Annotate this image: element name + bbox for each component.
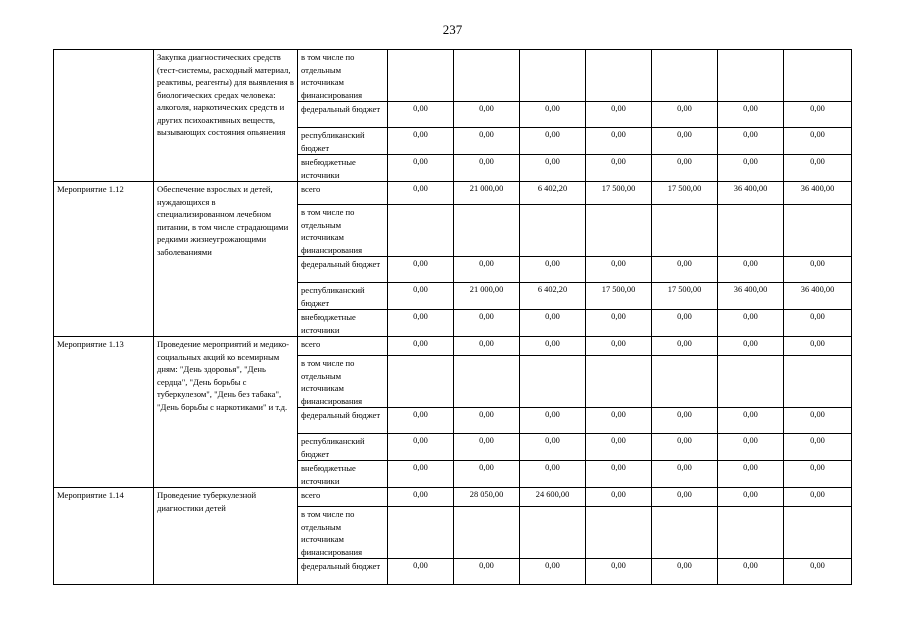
- amount-cell: [718, 205, 784, 257]
- amount-cell: 0,00: [454, 408, 520, 434]
- amount-cell: 0,00: [784, 102, 852, 128]
- funding-source: внебюджетные источники: [298, 461, 388, 488]
- amount-cell: [388, 356, 454, 408]
- amount-cell: 0,00: [520, 155, 586, 182]
- funding-source: в том числе по отдельным источникам финансирования: [298, 507, 388, 559]
- measure-code: Мероприятие 1.14: [54, 488, 154, 585]
- amount-cell: [586, 356, 652, 408]
- amount-cell: 0,00: [784, 128, 852, 155]
- amount-cell: [586, 205, 652, 257]
- amount-cell: 0,00: [718, 461, 784, 488]
- amount-cell: 0,00: [520, 257, 586, 283]
- amount-cell: 0,00: [520, 559, 586, 585]
- amount-cell: 0,00: [520, 310, 586, 337]
- amount-cell: 0,00: [454, 310, 520, 337]
- amount-cell: [718, 507, 784, 559]
- amount-cell: 0,00: [718, 337, 784, 356]
- amount-cell: [784, 205, 852, 257]
- amount-cell: 0,00: [520, 408, 586, 434]
- amount-cell: 0,00: [652, 310, 718, 337]
- amount-cell: 6 402,20: [520, 283, 586, 310]
- amount-cell: 0,00: [388, 257, 454, 283]
- amount-cell: 0,00: [388, 128, 454, 155]
- amount-cell: 0,00: [652, 337, 718, 356]
- amount-cell: 0,00: [784, 408, 852, 434]
- amount-cell: [520, 205, 586, 257]
- amount-cell: 0,00: [586, 155, 652, 182]
- measure-name: Обеспечение взрослых и детей, нуждающихся в специализированном лечебном питании, в том числе страдающими редкими жизнеугрожающими заболеваниями: [154, 182, 298, 337]
- amount-cell: 0,00: [388, 461, 454, 488]
- amount-cell: 0,00: [388, 283, 454, 310]
- amount-cell: 0,00: [454, 155, 520, 182]
- amount-cell: 0,00: [388, 182, 454, 205]
- amount-cell: 0,00: [652, 488, 718, 507]
- amount-cell: 0,00: [652, 128, 718, 155]
- amount-cell: 0,00: [718, 488, 784, 507]
- amount-cell: 0,00: [718, 408, 784, 434]
- amount-cell: [718, 356, 784, 408]
- amount-cell: 0,00: [586, 461, 652, 488]
- amount-cell: [388, 50, 454, 102]
- measure-name: Закупка диагностических средств (тест-системы, расходный материал, реактивы, реагенты) для выявления в биологических средах человека: алкоголя, наркотических средств и других психоактивных веществ, вызывающих состояния опьянения: [154, 50, 298, 182]
- amount-cell: 0,00: [784, 310, 852, 337]
- amount-cell: [388, 205, 454, 257]
- amount-cell: 0,00: [586, 337, 652, 356]
- funding-source: республиканский бюджет: [298, 128, 388, 155]
- amount-cell: 0,00: [652, 408, 718, 434]
- table-row: [54, 337, 852, 356]
- amount-cell: 36 400,00: [718, 182, 784, 205]
- amount-cell: 0,00: [652, 434, 718, 461]
- amount-cell: [718, 50, 784, 102]
- funding-source: республиканский бюджет: [298, 283, 388, 310]
- amount-cell: 0,00: [718, 128, 784, 155]
- amount-cell: 24 600,00: [520, 488, 586, 507]
- amount-cell: 0,00: [454, 102, 520, 128]
- funding-table: [53, 49, 852, 585]
- funding-source: федеральный бюджет: [298, 559, 388, 585]
- amount-cell: 0,00: [520, 102, 586, 128]
- amount-cell: 0,00: [718, 310, 784, 337]
- funding-source: федеральный бюджет: [298, 102, 388, 128]
- amount-cell: [520, 507, 586, 559]
- amount-cell: [652, 50, 718, 102]
- amount-cell: 0,00: [718, 102, 784, 128]
- funding-source: в том числе по отдельным источникам финансирования: [298, 356, 388, 408]
- amount-cell: 0,00: [586, 128, 652, 155]
- funding-source: внебюджетные источники: [298, 155, 388, 182]
- funding-source: в том числе по отдельным источникам финансирования: [298, 50, 388, 102]
- measure-code: Мероприятие 1.12: [54, 182, 154, 337]
- amount-cell: [454, 507, 520, 559]
- amount-cell: 0,00: [718, 434, 784, 461]
- amount-cell: 0,00: [388, 434, 454, 461]
- amount-cell: [784, 50, 852, 102]
- amount-cell: 0,00: [454, 337, 520, 356]
- amount-cell: 0,00: [388, 337, 454, 356]
- amount-cell: [652, 205, 718, 257]
- amount-cell: 0,00: [388, 559, 454, 585]
- amount-cell: 0,00: [784, 559, 852, 585]
- amount-cell: 0,00: [586, 257, 652, 283]
- amount-cell: 0,00: [388, 155, 454, 182]
- amount-cell: 36 400,00: [784, 283, 852, 310]
- amount-cell: [520, 356, 586, 408]
- amount-cell: 0,00: [520, 128, 586, 155]
- amount-cell: 0,00: [388, 102, 454, 128]
- amount-cell: 36 400,00: [784, 182, 852, 205]
- amount-cell: 0,00: [784, 257, 852, 283]
- amount-cell: [388, 507, 454, 559]
- table-row: [54, 182, 852, 205]
- amount-cell: [784, 356, 852, 408]
- amount-cell: 0,00: [652, 257, 718, 283]
- amount-cell: 0,00: [454, 559, 520, 585]
- amount-cell: 21 000,00: [454, 283, 520, 310]
- amount-cell: 0,00: [586, 559, 652, 585]
- amount-cell: 0,00: [586, 488, 652, 507]
- amount-cell: 0,00: [652, 155, 718, 182]
- amount-cell: 0,00: [718, 257, 784, 283]
- funding-source: республиканский бюджет: [298, 434, 388, 461]
- amount-cell: 17 500,00: [652, 283, 718, 310]
- table-row: [54, 50, 852, 102]
- amount-cell: 0,00: [388, 488, 454, 507]
- amount-cell: 0,00: [784, 337, 852, 356]
- amount-cell: [586, 507, 652, 559]
- amount-cell: 17 500,00: [652, 182, 718, 205]
- amount-cell: 0,00: [520, 461, 586, 488]
- amount-cell: 0,00: [586, 310, 652, 337]
- amount-cell: 0,00: [784, 488, 852, 507]
- funding-source: федеральный бюджет: [298, 408, 388, 434]
- amount-cell: 0,00: [520, 434, 586, 461]
- amount-cell: 28 050,00: [454, 488, 520, 507]
- amount-cell: 0,00: [784, 461, 852, 488]
- amount-cell: [520, 50, 586, 102]
- funding-source: всего: [298, 182, 388, 205]
- amount-cell: 0,00: [454, 434, 520, 461]
- amount-cell: 0,00: [652, 559, 718, 585]
- amount-cell: [652, 356, 718, 408]
- amount-cell: [454, 50, 520, 102]
- amount-cell: [586, 50, 652, 102]
- amount-cell: [454, 205, 520, 257]
- measure-name: Проведение мероприятий и медико-социальных акций ко всемирным дням: "День здоровья", "День сердца", "День борьбы с туберкулезом", "День без табака", "День борьбы с наркотиками" и т.д.: [154, 337, 298, 488]
- amount-cell: 0,00: [520, 337, 586, 356]
- amount-cell: 0,00: [718, 559, 784, 585]
- amount-cell: 0,00: [784, 155, 852, 182]
- amount-cell: 0,00: [652, 102, 718, 128]
- amount-cell: 17 500,00: [586, 182, 652, 205]
- funding-source: в том числе по отдельным источникам финансирования: [298, 205, 388, 257]
- amount-cell: [652, 507, 718, 559]
- funding-source: всего: [298, 337, 388, 356]
- amount-cell: 0,00: [586, 102, 652, 128]
- measure-code: [54, 50, 154, 182]
- amount-cell: 0,00: [388, 408, 454, 434]
- amount-cell: 17 500,00: [586, 283, 652, 310]
- funding-source: федеральный бюджет: [298, 257, 388, 283]
- measure-name: Проведение туберкулезной диагностики детей: [154, 488, 298, 585]
- amount-cell: 0,00: [586, 434, 652, 461]
- amount-cell: [784, 507, 852, 559]
- funding-source: внебюджетные источники: [298, 310, 388, 337]
- amount-cell: 0,00: [388, 310, 454, 337]
- amount-cell: 6 402,20: [520, 182, 586, 205]
- amount-cell: 0,00: [784, 434, 852, 461]
- amount-cell: 0,00: [454, 257, 520, 283]
- amount-cell: 0,00: [586, 408, 652, 434]
- amount-cell: 0,00: [718, 155, 784, 182]
- amount-cell: [454, 356, 520, 408]
- amount-cell: 36 400,00: [718, 283, 784, 310]
- amount-cell: 0,00: [454, 128, 520, 155]
- amount-cell: 0,00: [652, 461, 718, 488]
- amount-cell: 21 000,00: [454, 182, 520, 205]
- amount-cell: 0,00: [454, 461, 520, 488]
- measure-code: Мероприятие 1.13: [54, 337, 154, 488]
- page-number: 237: [442, 22, 463, 37]
- funding-source: всего: [298, 488, 388, 507]
- table-row: [54, 488, 852, 507]
